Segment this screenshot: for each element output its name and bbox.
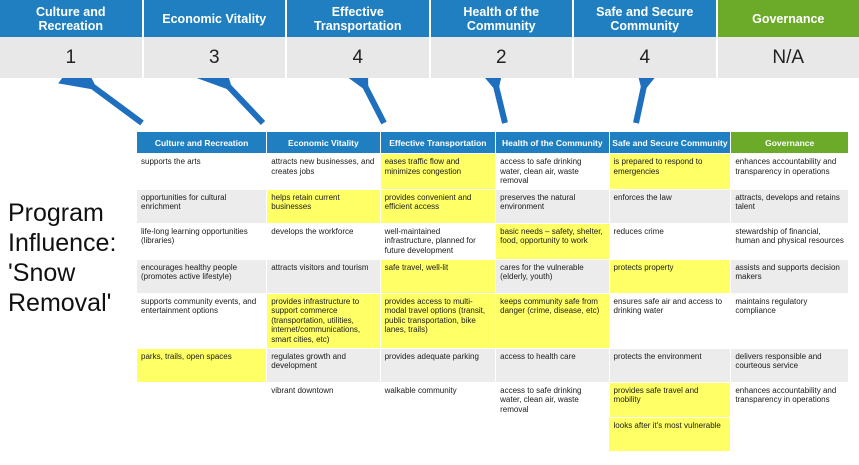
matrix-cell: safe travel, well-lit: [380, 259, 496, 293]
arrow-icon-economic-vitality: [228, 86, 263, 123]
table-row: [137, 293, 849, 348]
matrix-cell: enhances accountability and transparency in operations: [731, 154, 849, 190]
score-value-culture-and-recreation: 1: [0, 37, 144, 78]
matrix-header-effective-transportation: Effective Transportation: [380, 132, 496, 154]
matrix-cell: enforces the law: [609, 189, 731, 223]
matrix-cell: cares for the vulnerable (elderly, youth): [496, 259, 609, 293]
arrow-icon-effective-transportation: [365, 86, 384, 123]
matrix-cell: encourages healthy people (promotes active lifestyle): [137, 259, 267, 293]
score-value-governance: N/A: [718, 37, 859, 78]
matrix-cell-empty: [496, 418, 609, 452]
arrow-group: [0, 78, 859, 130]
matrix-cell: vibrant downtown: [267, 382, 380, 418]
score-band-header-row: [0, 0, 859, 37]
matrix-header-economic-vitality: Economic Vitality: [267, 132, 380, 154]
matrix-cell: provides access to multi-modal travel options (transit, public transportation, bike lanes, trails): [380, 293, 496, 348]
matrix-cell: access to safe drinking water, clean air, waste removal: [496, 382, 609, 418]
matrix-cell: walkable community: [380, 382, 496, 418]
score-header-economic-vitality: Economic Vitality: [144, 0, 288, 37]
table-row: [137, 189, 849, 223]
score-value-economic-vitality: 3: [144, 37, 288, 78]
matrix-cell: attracts, develops and retains talent: [731, 189, 849, 223]
matrix-cell: assists and supports decision makers: [731, 259, 849, 293]
matrix-cell: provides infrastructure to support commerce (transportation, utilities, internet/communications, smart cities, etc): [267, 293, 380, 348]
matrix-cell: access to safe drinking water, clean air, waste removal: [496, 154, 609, 190]
matrix-cell: provides safe travel and mobility: [609, 382, 731, 418]
table-row: [137, 348, 849, 382]
matrix-cell: attracts visitors and tourism: [267, 259, 380, 293]
matrix-cell: provides adequate parking: [380, 348, 496, 382]
table-row: [137, 223, 849, 259]
matrix-cell-empty: [731, 418, 849, 452]
table-row: [137, 259, 849, 293]
matrix-header-row: [137, 132, 849, 154]
matrix-cell: preserves the natural environment: [496, 189, 609, 223]
influence-matrix-table: [136, 131, 849, 452]
matrix-header-governance: Governance: [731, 132, 849, 154]
program-influence-label: Program Influence: 'Snow Removal': [8, 199, 117, 317]
score-value-health-of-the-community: 2: [431, 37, 575, 78]
matrix-cell-empty: [380, 418, 496, 452]
matrix-cell: parks, trails, open spaces: [137, 348, 267, 382]
arrow-icon-culture-and-recreation: [92, 86, 142, 123]
score-band: [0, 0, 859, 78]
matrix-cell: regulates growth and development: [267, 348, 380, 382]
matrix-cell: develops the workforce: [267, 223, 380, 259]
score-value-effective-transportation: 4: [287, 37, 431, 78]
matrix-cell: delivers responsible and courteous service: [731, 348, 849, 382]
score-header-governance: Governance: [718, 0, 859, 37]
matrix-cell: attracts new businesses, and creates jobs: [267, 154, 380, 190]
matrix-cell: protects property: [609, 259, 731, 293]
table-row: [137, 154, 849, 190]
matrix-header-health-of-the-community: Health of the Community: [496, 132, 609, 154]
matrix-cell: supports the arts: [137, 154, 267, 190]
matrix-cell: protects the environment: [609, 348, 731, 382]
matrix-cell: eases traffic flow and minimizes congestion: [380, 154, 496, 190]
matrix-cell: reduces crime: [609, 223, 731, 259]
matrix-cell: ensures safe air and access to drinking water: [609, 293, 731, 348]
matrix-cell: supports community events, and entertainment options: [137, 293, 267, 348]
score-band-values-row: [0, 37, 859, 78]
matrix-cell: helps retain current businesses: [267, 189, 380, 223]
score-value-safe-and-secure-community: 4: [574, 37, 718, 78]
matrix-cell: [137, 382, 267, 418]
matrix-cell: access to health care: [496, 348, 609, 382]
matrix-cell: basic needs – safety, shelter, food, opportunity to work: [496, 223, 609, 259]
arrow-icon-health-of-the-community: [496, 86, 505, 123]
matrix-cell: well-maintained infrastructure, planned for future development: [380, 223, 496, 259]
matrix-header-culture-and-recreation: Culture and Recreation: [137, 132, 267, 154]
table-row: [137, 382, 849, 418]
score-header-health-of-the-community: Health of the Community: [431, 0, 575, 37]
matrix-cell: life-long learning opportunities (libraries): [137, 223, 267, 259]
arrow-icon-safe-and-secure-community: [636, 86, 644, 123]
score-header-culture-and-recreation: Culture and Recreation: [0, 0, 144, 37]
matrix-cell: looks after it's most vulnerable: [609, 418, 731, 452]
matrix-cell: stewardship of financial, human and physical resources: [731, 223, 849, 259]
matrix-cell-empty: [137, 418, 267, 452]
matrix-cell: opportunities for cultural enrichment: [137, 189, 267, 223]
score-header-effective-transportation: Effective Transportation: [287, 0, 431, 37]
matrix-header-safe-and-secure-community: Safe and Secure Community: [609, 132, 731, 154]
matrix-cell: is prepared to respond to emergencies: [609, 154, 731, 190]
score-header-safe-and-secure-community: Safe and Secure Community: [574, 0, 718, 37]
matrix-cell: enhances accountability and transparency in operations: [731, 382, 849, 418]
matrix-cell: provides convenient and efficient access: [380, 189, 496, 223]
matrix-cell: maintains regulatory compliance: [731, 293, 849, 348]
table-row: [137, 418, 849, 452]
matrix-cell: keeps community safe from danger (crime, disease, etc): [496, 293, 609, 348]
matrix-cell-empty: [267, 418, 380, 452]
